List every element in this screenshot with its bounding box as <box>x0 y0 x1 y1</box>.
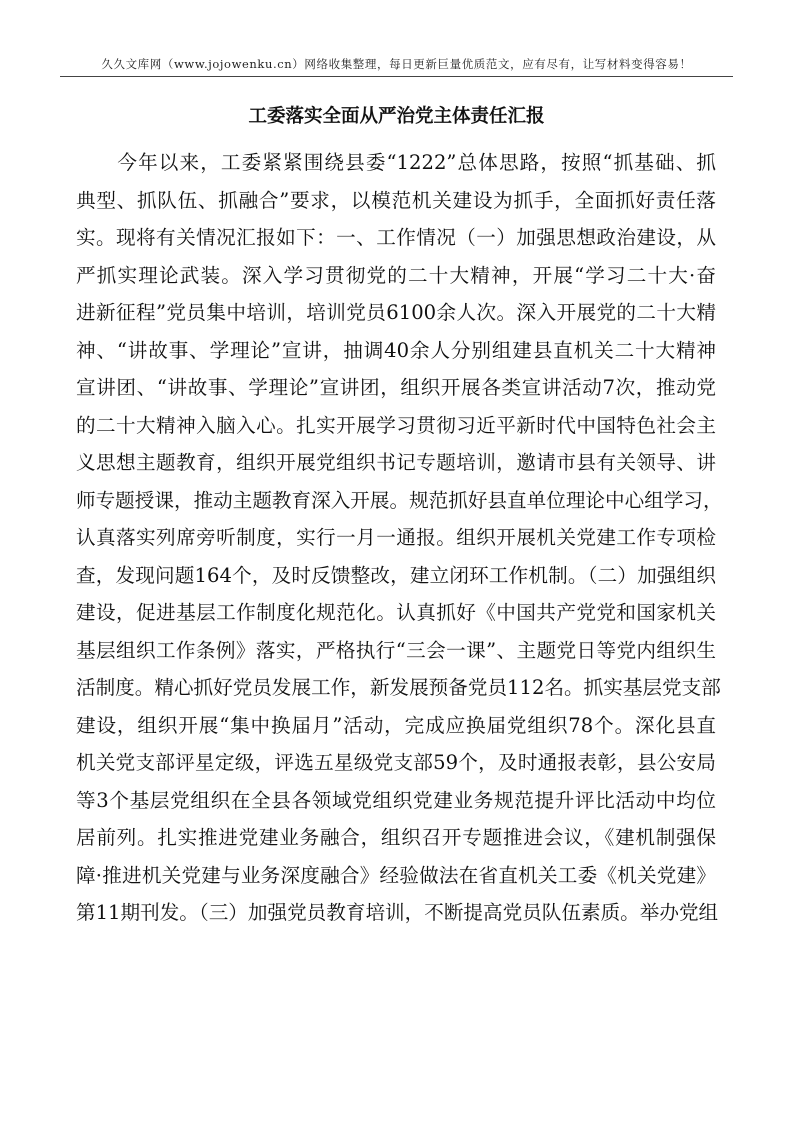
body-line: 居前列。扎实推进党建业务融合，组织召开专题推进会议，《建机制强保 <box>76 826 716 849</box>
document-title: 工委落实全面从严治党主体责任汇报 <box>248 106 545 127</box>
body-line: 典型、抓队伍、抓融合”要求，以模范机关建设为抓手，全面抓好责任落 <box>76 188 716 212</box>
body-line: 查，发现问题164个，及时反馈整改，建立闭环工作机制。（二）加强组织 <box>76 563 716 587</box>
body-line: 义思想主题教育，组织开展党组织书记专题培训，邀请市县有关领导、讲 <box>76 451 716 474</box>
body-line: 师专题授课，推动主题教育深入开展。规范抓好县直单位理论中心组学习， <box>76 488 723 512</box>
page-header <box>60 52 733 77</box>
body-line: 基层组织工作条例》落实，严格执行“三会一课”、主题党日等党内组织生 <box>76 638 716 662</box>
body-line: 机关党支部评星定级，评选五星级党支部59个，及时通报表彰，县公安局 <box>76 751 716 774</box>
body-line: 建设，组织开展“集中换届月”活动，完成应换届党组织78个。深化县直 <box>76 713 716 737</box>
body-line: 神、“讲故事、学理论”宣讲，抽调40余人分别组建县直机关二十大精神 <box>76 338 716 362</box>
body-line: 今年以来，工委紧紧围绕县委“1222”总体思路，按照“抓基础、抓 <box>76 151 716 174</box>
body-line: 实。现将有关情况汇报如下：一、工作情况（一）加强思想政治建设，从 <box>76 226 716 249</box>
document-body <box>76 144 723 932</box>
body-line: 认真落实列席旁听制度，实行一月一通报。组织开展机关党建工作专项检 <box>76 526 716 549</box>
header-text: 久久文库网（www.jojowenku.cn）网络收集整理，每日更新巨量优质范文，应有尽有，让写材料变得容易！ <box>101 57 692 71</box>
body-line: 障·推进机关党建与业务深度融合》经验做法在省直机关工委《机关党建》 <box>76 863 716 887</box>
body-line: 活制度。精心抓好党员发展工作，新发展预备党员112名。抓实基层党支部 <box>76 676 721 699</box>
body-line: 的二十大精神入脑入心。扎实开展学习贯彻习近平新时代中国特色社会主 <box>76 413 716 437</box>
body-line: 第11期刊发。（三）加强党员教育培训，不断提高党员队伍素质。举办党组 <box>76 901 719 924</box>
body-line: 严抓实理论武装。深入学习贯彻党的二十大精神，开展“学习二十大·奋 <box>76 263 716 287</box>
body-line: 宣讲团、“讲故事、学理论”宣讲团，组织开展各类宣讲活动7次，推动党 <box>76 376 716 399</box>
body-line: 等3个基层党组织在全县各领域党组织党建业务规范提升评比活动中均位 <box>76 788 716 812</box>
body-line: 进新征程”党员集中培训，培训党员6100余人次。深入开展党的二十大精 <box>76 301 716 324</box>
body-line: 建设，促进基层工作制度化规范化。认真抓好《中国共产党党和国家机关 <box>76 601 716 624</box>
